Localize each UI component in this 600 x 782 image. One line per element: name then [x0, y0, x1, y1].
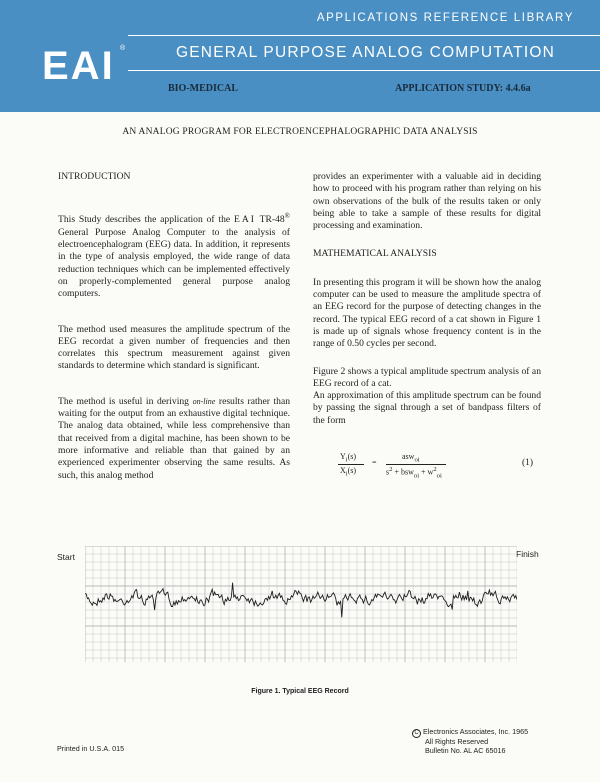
study-number: APPLICATION STUDY: 4.4.6a [395, 83, 531, 94]
math-paragraph-3: An approximation of this amplitude spectrum can be found by passing the signal through a set of bandpass filters of the form [313, 390, 541, 426]
copyright-text: Electronics Associates, Inc. 1965 [423, 727, 529, 736]
equation-number: (1) [522, 458, 534, 468]
eq-lhs-fraction-bar [338, 464, 364, 465]
transfer-function-equation [330, 452, 540, 490]
eq-rhs-denominator: $s^2 + bsw_{oi} + w^2_{oi}$ [386, 466, 442, 480]
eq-rhs-numerator: asw$_{oi}$ [402, 452, 420, 464]
eq-lhs-numerator: $Y_i(s)$ [340, 452, 357, 464]
copyright-line-2: All Rights Reserved [425, 737, 489, 746]
figure-caption: Figure 1. Typical EEG Record [251, 688, 349, 695]
header-rule-top [128, 35, 600, 36]
library-title: APPLICATIONS REFERENCE LIBRARY [316, 12, 574, 24]
eeg-finish-label: Finish [516, 549, 539, 559]
printed-note: Printed in U.S.A. 015 [57, 744, 125, 753]
intro-p3-start: The method is useful in deriving [58, 395, 189, 407]
right-column [313, 171, 541, 427]
intro-p1-mark: ® [284, 212, 290, 221]
series-title: GENERAL PURPOSE ANALOG COMPUTATION [176, 44, 555, 61]
eeg-record-figure [85, 546, 517, 662]
introduction-heading: INTRODUCTION [58, 171, 131, 182]
category-label: BIO-MEDICAL [168, 83, 239, 94]
left-column [58, 171, 290, 482]
intro-p3-rest: results rather than waiting for the output from an exhaustive digital technique. The analog data obtained, while less comprehensive than that received from a digital machine, has been shown to be more informative and reliable than that gained by an experienced experimenter observing the same results. As such, this analog method [58, 395, 291, 481]
copyright-icon: C [412, 729, 421, 738]
intro-paragraph-1 [58, 210, 290, 300]
logo-registered-mark: ® [120, 45, 126, 52]
eq-lhs-denominator: $X_i(s)$ [340, 466, 357, 478]
intro-p1-eai: EAI [233, 214, 256, 226]
intro-p3-italic: on-line [192, 396, 216, 406]
copyright-line-3: Bulletin No. AL AC 65016 [425, 745, 506, 755]
copyright-block [412, 728, 528, 756]
intro-p1-model: TR-48 [259, 214, 285, 226]
eq-equals: = [372, 458, 377, 467]
intro-p1-rest: General Purpose Analog Computer to the analysis of electroencephalogram (EEG) data. In addition, it represents in the type of analysis employed, the wide range of data reduction techniques which can be implemented effectively on properly-complemented general purpose analog computers. [58, 226, 290, 300]
math-paragraph-0: provides an experimenter with a valuable aid in deciding how to proceed with his program rather than relying on his own observations of the bulk of the results taken or only being able to take a sample of these results for digital processing and examination. [313, 171, 541, 232]
eeg-grid [85, 546, 517, 662]
document-title: AN ANALOG PROGRAM FOR ELECTROENCEPHALOGRAPHIC DATA ANALYSIS [122, 127, 478, 137]
math-paragraph-2: Figure 2 shows a typical amplitude spectrum analysis of an EEG record of a cat. [313, 365, 541, 389]
math-heading: MATHEMATICAL ANALYSIS [313, 248, 437, 260]
eq-rhs-fraction-bar [386, 464, 446, 465]
intro-paragraph-3 [58, 396, 290, 482]
math-paragraph-1: In presenting this program it will be shown how the analog computer can be used to measure the amplitude spectra of an EEG record for the purpose of detecting changes in the record. The typical EEG record of a cat shown in Figure 1 is made up of signals whose frequency content is in the range of 0.50 cycles per second. [313, 276, 541, 350]
header-banner [0, 0, 600, 112]
intro-paragraph-2: The method used measures the amplitude spectrum of the EEG recordat a given number of frequencies and then correlates this spectrum measurement against given standards to determine which standard is significant. [58, 323, 290, 372]
intro-p1-start: This Study describes the application of the [58, 214, 231, 226]
header-rule-middle [128, 70, 600, 71]
eeg-start-label: Start [57, 552, 75, 562]
eai-logo: EAI [42, 44, 115, 88]
